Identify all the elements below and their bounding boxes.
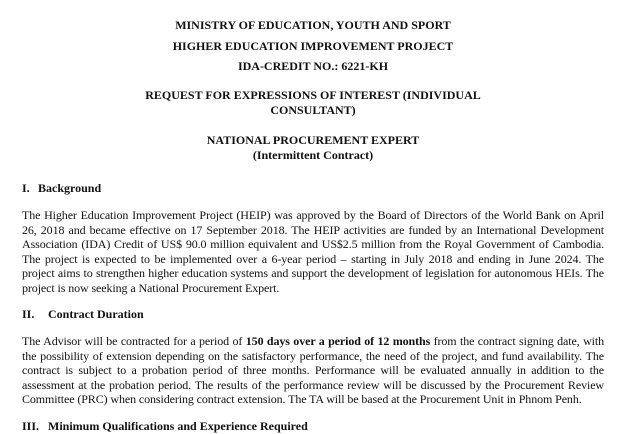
contract-duration-paragraph [22, 334, 604, 407]
section-number: II. [22, 307, 35, 321]
duration-text-before: The Advisor will be contracted for a period of [22, 334, 246, 348]
duration-text-after: from the contract signing date, with the possibility of extension depending on the satisfactory performance, the need of the project, and fund availability. The contract is subject to a probation period of three months. Performance will be evaluated annually in addition to the assessment at the probation period. The results of the performance review will be discussed by the Procurement Review Committee (PRC) when considering contract extension. The TA will be based at the Procurement Unit in Phnom Penh. [22, 334, 604, 406]
contract-type: (Intermittent Contract) [252, 148, 374, 162]
ministry-title: MINISTRY OF EDUCATION, YOUTH AND SPORT [175, 18, 451, 32]
section-heading-background [22, 181, 604, 196]
section-number: III. [22, 418, 40, 433]
request-title-line1: REQUEST FOR EXPRESSIONS OF INTEREST (INDIVIDUAL [145, 88, 481, 102]
position-title: NATIONAL PROCUREMENT EXPERT [206, 133, 420, 147]
section-heading-contract-duration [22, 307, 604, 322]
section-number: I. [22, 181, 30, 195]
section-title: Contract Duration [48, 307, 144, 321]
credit-number: IDA-CREDIT NO.: 6221-KH [237, 59, 389, 73]
project-title: HIGHER EDUCATION IMPROVEMENT PROJECT [172, 39, 454, 53]
section-title: Background [38, 181, 102, 195]
duration-highlight: 150 days over a period of 12 months [245, 334, 431, 348]
request-title-line2: CONSULTANT) [270, 103, 356, 117]
background-paragraph: The Higher Education Improvement Project (HEIP) was approved by the Board of Directors of the World Bank on April 26, 2018 and became effective on 17 September 2018. The HEIP activities are funded by an International Development Association (IDA) Credit of US$ 90.0 million equivalent and US$2.5 million from the Royal Government of Cambodia. The project is expected to be implemented over a 6-year period – starting in July 2018 and ending in June 2024. The project aims to strengthen higher education systems and support the development of legislation for autonomous HEIs. The project is now seeking a National Procurement Expert. [22, 208, 604, 295]
section-title: Minimum Qualifications and Experience Required [48, 418, 308, 433]
section-heading-qualifications [22, 419, 604, 434]
